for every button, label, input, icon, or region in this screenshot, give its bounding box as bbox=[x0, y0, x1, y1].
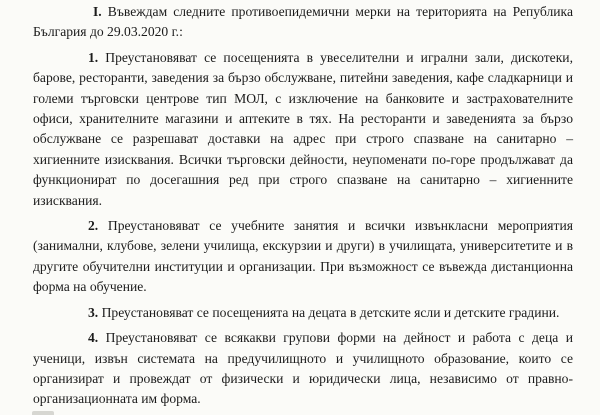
section-numeral: I. bbox=[93, 4, 102, 19]
measure-number: 3. bbox=[88, 304, 99, 320]
measure-text: Преустановяват се посещенията в увеселителни и игрални зали, дискотеки, барове, ресторанти, заведения за бързо обслужване, питейни заведения, кафе сладкарници и големи търговски центрове тип МОЛ, с изключение на банковите и застрахователните офиси, хранителните магазини и аптеките в тях. На ресторанти и заведенията за бързо обслужване се разрешават доставки на адрес при строго спазване на санитарно – хигиенните изисквания. Всички търговски дейности, неупоменати по-горе продължават да функционират по досегашния ред при строго спазване на санитарно – хигиенните изисквания. bbox=[33, 49, 573, 208]
page-edge-mark bbox=[32, 411, 54, 415]
measure-item-3 bbox=[33, 303, 573, 323]
measure-item-1 bbox=[33, 48, 573, 211]
measure-text: Преустановяват се всякакви групови форми на дейност и работа с деца и ученици, извън системата на предучилищното и училищното образование, които се организират и провеждат от физически и юридически лица, независимо от правно-организационната им форма. bbox=[33, 330, 573, 407]
section-heading bbox=[33, 2, 573, 43]
measure-number: 2. bbox=[88, 218, 99, 234]
measure-text: Преустановяват се посещенията на децата в детските ясли и детските градини. bbox=[101, 304, 560, 320]
measure-text: Преустановяват се учебните занятия и всички извънкласни мероприятия (занимални, клубове, зелени училища, екскурзии и други) в училищата, университетите и в другите обучителни институции и организации. При възможност се въвежда дистанционна форма на обучение. bbox=[33, 218, 573, 295]
measure-number: 1. bbox=[88, 49, 99, 65]
section-heading-text: Въвеждам следните противоепидемични мерки на територията на Република България до 29.03.2020 г.: bbox=[33, 4, 573, 40]
measure-item-2 bbox=[33, 216, 573, 298]
measure-number: 4. bbox=[88, 330, 99, 346]
measure-item-4 bbox=[33, 328, 573, 410]
